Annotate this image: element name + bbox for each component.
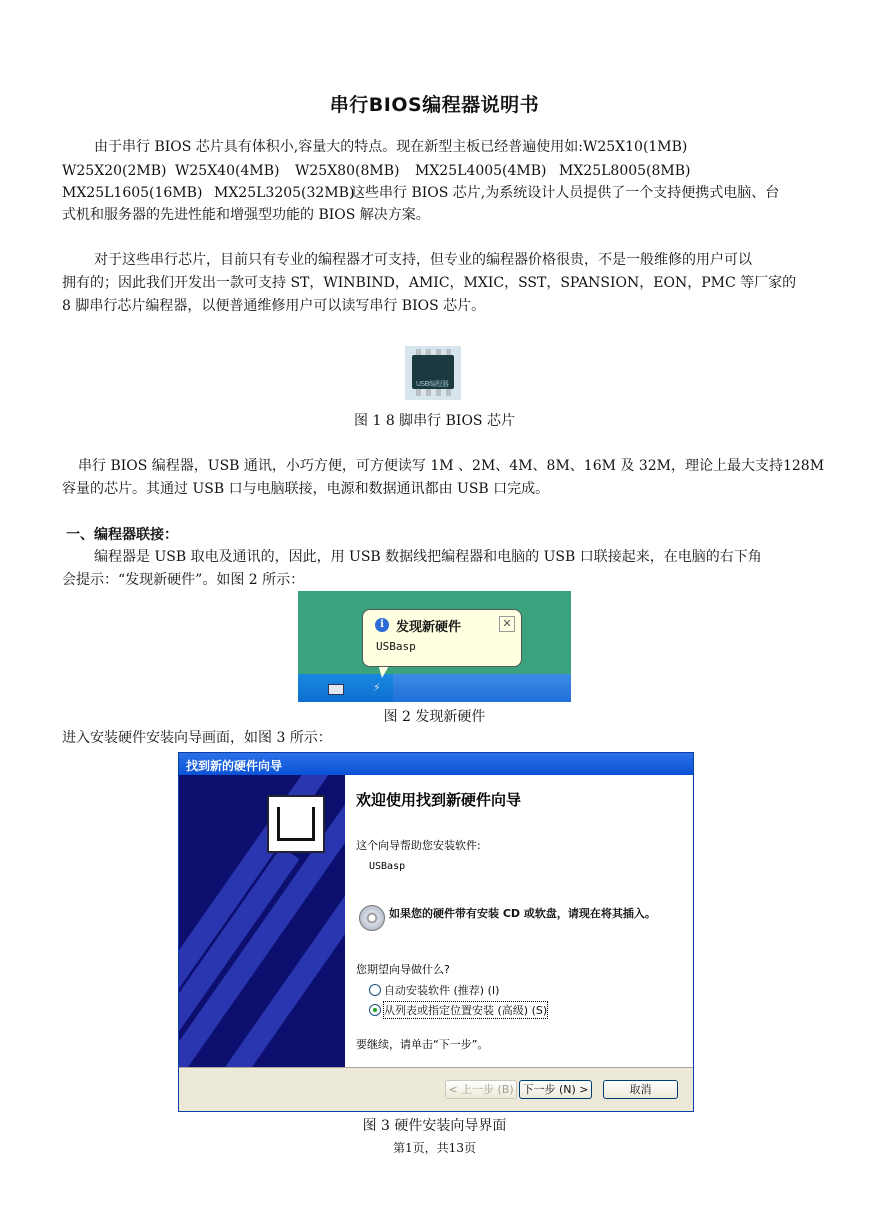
chip-model: MX25L1605(16MB) [62,185,203,201]
chip-marking: USB编程器 [416,380,449,388]
figure3-caption: 图 3 硬件安装向导界面 [362,1118,507,1134]
section-heading: 一、编程器联接： [66,527,178,543]
chip-model: MX25L4005(4MB) [415,163,547,179]
info-icon: i [375,618,389,632]
footer-divider [179,1067,693,1068]
chip-body [412,355,454,389]
balloon-body: USBasp [376,640,416,653]
para1-line3 [62,184,779,202]
system-tray [298,674,393,702]
title-bar [179,753,693,775]
usb-icon: ⚡ [373,681,381,694]
para1-line2 [62,162,691,180]
wizard-intro: 这个向导帮助您安装软件: [356,839,481,852]
para3-line1: 串行 BIOS 编程器，USB 通讯，小巧方便，可方便读写 1M 、2M、4M、8M、16M 及 32M，理论上最大支持128M [78,458,825,474]
section1-line2: 会提示：“发现新硬件”。如图 2 所示： [62,572,305,588]
cd-icon [359,905,385,931]
para3-line2: 容量的芯片。其通过 USB 口与电脑联接，电源和数据通讯都由 USB 口完成。 [62,481,550,497]
cd-notice: 如果您的硬件带有安装 CD 或软盘，请现在将其插入。 [389,907,656,920]
notification-balloon[interactable] [362,609,522,667]
chip-model: MX25L8005(8MB) [559,163,691,179]
page-footer: 第1页，共13页 [393,1141,476,1155]
section1-line1: 编程器是 USB 取电及通讯的，因此，用 USB 数据线把编程器和电脑的 USB 口联接起来，在电脑的右下角 [94,549,762,565]
keyboard-icon [328,684,344,695]
wizard-banner [179,775,345,1067]
radio-auto-install[interactable] [369,984,381,996]
new-hardware-screenshot [298,591,571,702]
chip-model: W25X40(4MB) [175,163,280,179]
wizard-content [345,775,693,1067]
wizard-heading: 欢迎使用找到新硬件向导 [356,791,522,809]
device-name: USBasp [369,861,406,872]
para4: 进入安装硬件安装向导画面，如图 3 所示： [62,730,332,746]
para2-line3: 8 脚串行芯片编程器，以便普通维修用户可以读写串行 BIOS 芯片。 [62,298,486,314]
chip-model: W25X20(2MB) [62,163,167,179]
chip-model: MX25L3205(32MB) [214,185,355,201]
hardware-icon [267,795,325,853]
figure1-caption: 图 1 8 脚串行 BIOS 芯片 [354,413,515,429]
next-button[interactable]: 下一步 (N) > [519,1080,592,1099]
para1-line1: 由于串行 BIOS 芯片具有体积小,容量大的特点。现在新型主板已经普遍使用如:W25X10(1MB) [94,139,688,155]
chip-model: W25X80(8MB) [295,163,400,179]
close-icon[interactable]: ✕ [499,616,515,632]
window-title: 找到新的硬件向导 [186,759,283,773]
continue-instruction: 要继续，请单击“下一步”。 [356,1038,489,1051]
para1-line4: 式机和服务器的先进性能和增强型功能的 BIOS 解决方案。 [62,207,430,223]
para2-line1: 对于这些串行芯片，目前只有专业的编程器才可支持，但专业的编程器价格很贵，不是一般维修的用户可以 [94,252,752,268]
page-title: 串行BIOS编程器说明书 [329,94,540,116]
radio-list-install[interactable] [369,1004,381,1016]
hardware-wizard-window [178,752,694,1112]
radio-auto-install-label[interactable]: 自动安装软件 (推荐) (I) [384,984,500,997]
balloon-title: 发现新硬件 [396,620,462,635]
radio-list-install-label[interactable]: 从列表或指定位置安装 (高级) (S) [384,1004,548,1017]
para2-line2: 拥有的；因此我们开发出一款可支持 ST，WINBIND，AMIC，MXIC，SST，SPANSION，EON，PMC 等厂家的 [62,275,797,291]
figure2-caption: 图 2 发现新硬件 [383,709,486,725]
back-button[interactable]: < 上一步 (B) [445,1080,517,1099]
para1-text: 这些串行 BIOS 芯片,为系统设计人员提供了一个支持便携式电脑、台 [351,185,780,201]
chip-photo [405,346,461,400]
cancel-button[interactable]: 取消 [603,1080,678,1099]
wizard-question: 您期望向导做什么? [356,963,450,976]
